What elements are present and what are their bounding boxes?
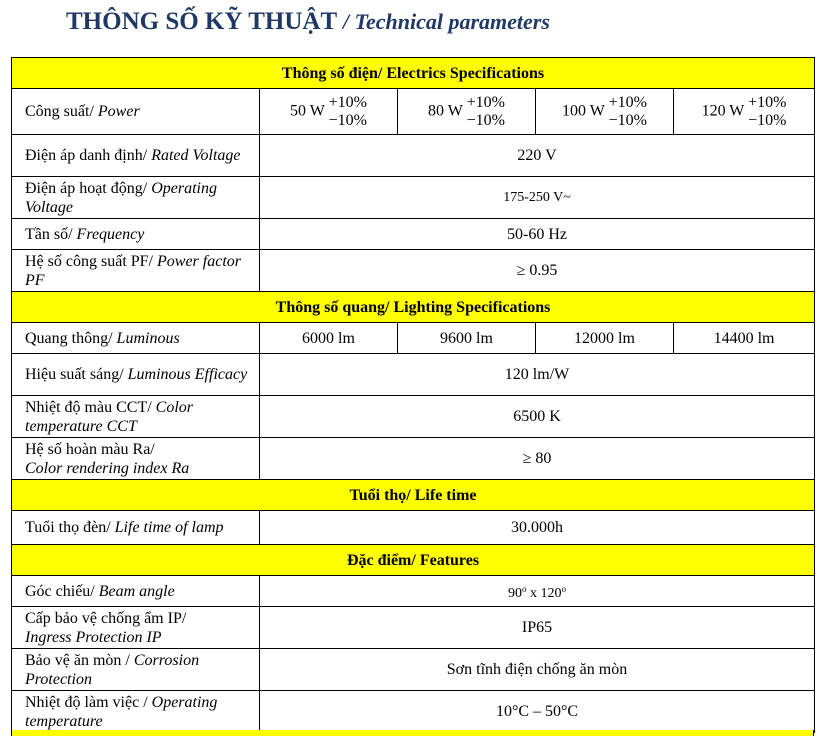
row-label: Nhiệt độ màu CCT/ Color temperature CCT <box>12 396 260 438</box>
row-corrosion <box>12 649 815 691</box>
row-frequency <box>12 219 815 250</box>
section-features <box>12 545 815 576</box>
title-en: / Technical parameters <box>342 9 550 34</box>
section-life <box>12 480 815 511</box>
row-rated-voltage <box>12 135 815 177</box>
row-operating-voltage <box>12 177 815 219</box>
row-luminous <box>12 323 815 354</box>
row-value: 90$^o$ x 120$^o$ <box>260 576 815 607</box>
row-value: ≥ 0.95 <box>260 250 815 292</box>
row-value: IP65 <box>260 607 815 649</box>
row-label: Hệ số công suất PF/ Power factor PF <box>12 250 260 292</box>
row-beam <box>12 576 815 607</box>
row-label: Quang thông/ Luminous <box>12 323 260 354</box>
row-value: 6500 K <box>260 396 815 438</box>
next-section-bar <box>11 730 814 736</box>
row-value: ≥ 80 <box>260 438 815 480</box>
row-label: Tần số/ Frequency <box>12 219 260 250</box>
row-value: 220 V <box>260 135 815 177</box>
row-ip <box>12 607 815 649</box>
row-label: Bảo vệ ăn mòn / Corrosion Protection <box>12 649 260 691</box>
row-label: Nhiệt độ làm việc / Operating temperature <box>12 691 260 733</box>
row-power-factor <box>12 250 815 292</box>
power-cell: 120 W +10% −10% <box>674 89 815 135</box>
power-cell: 50 W +10% −10% <box>260 89 398 135</box>
row-operating-temperature <box>12 691 815 733</box>
row-label: Tuổi thọ đèn/ Life time of lamp <box>12 511 260 545</box>
row-value: 10°C – 50°C <box>260 691 815 733</box>
section-title: Tuổi thọ/ Life time <box>12 480 815 511</box>
luminous-cell: 12000 lm <box>536 323 674 354</box>
row-label: Góc chiếu/ Beam angle <box>12 576 260 607</box>
section-title: Thông số điện/ Electrics Specifications <box>12 58 815 89</box>
row-value: 50-60 Hz <box>260 219 815 250</box>
section-title: Thông số quang/ Lighting Specifications <box>12 292 815 323</box>
spec-table <box>11 57 815 733</box>
row-label: Cấp bảo vệ chống ẩm IP/ Ingress Protection IP <box>12 607 260 649</box>
luminous-cell: 14400 lm <box>674 323 815 354</box>
power-cell: 80 W +10% −10% <box>398 89 536 135</box>
row-cri <box>12 438 815 480</box>
row-label: Hiệu suất sáng/ Luminous Efficacy <box>12 354 260 396</box>
row-label: Điện áp hoạt động/ Operating Voltage <box>12 177 260 219</box>
row-value: 120 lm/W <box>260 354 815 396</box>
luminous-cell: 9600 lm <box>398 323 536 354</box>
row-value: 175-250 V~ <box>260 177 815 219</box>
title-vi: THÔNG SỐ KỸ THUẬT <box>66 8 337 35</box>
section-electric <box>12 58 815 89</box>
section-lighting <box>12 292 815 323</box>
row-label: Công suất/ Power <box>12 89 260 135</box>
luminous-cell: 6000 lm <box>260 323 398 354</box>
row-power <box>12 89 815 135</box>
row-efficacy <box>12 354 815 396</box>
page-title <box>66 8 550 36</box>
row-value: Sơn tĩnh điện chống ăn mòn <box>260 649 815 691</box>
row-lamp-life <box>12 511 815 545</box>
row-label: Điện áp danh định/ Rated Voltage <box>12 135 260 177</box>
row-label: Hệ số hoàn màu Ra/ Color rendering index Ra <box>12 438 260 480</box>
section-title: Đặc điểm/ Features <box>12 545 815 576</box>
row-cct <box>12 396 815 438</box>
row-value: 30.000h <box>260 511 815 545</box>
power-cell: 100 W +10% −10% <box>536 89 674 135</box>
